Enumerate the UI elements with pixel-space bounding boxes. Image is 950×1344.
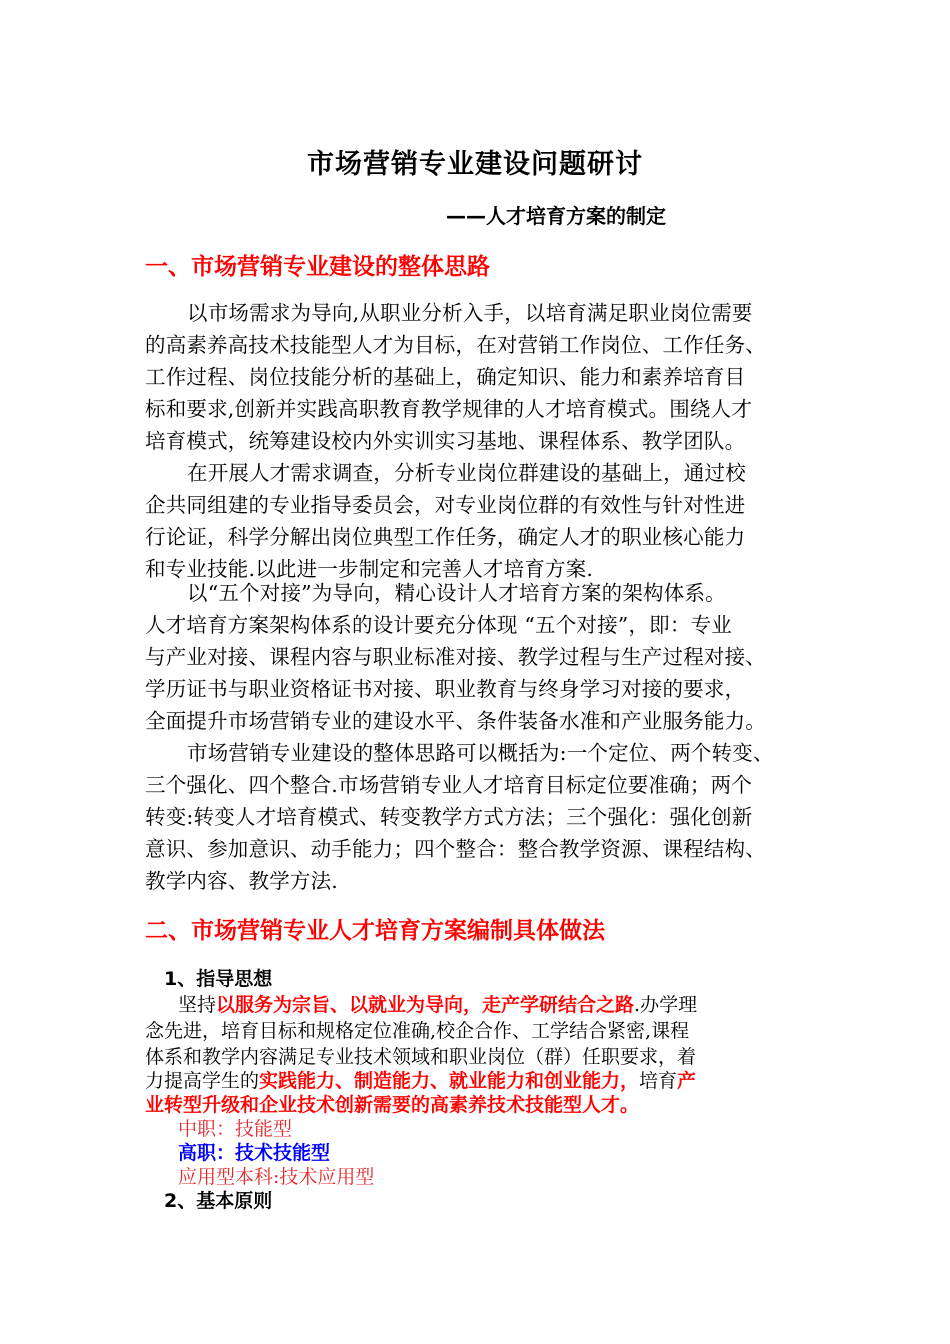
level-vocational: 中职：技能型 [178,1118,293,1140]
paragraph-line: 转变:转变人才培育模式、转变教学方式方法；三个强化：强化创新 [145,805,753,829]
paragraph-line: 学历证书与职业资格证书对接、职业教育与终身学习对接的要求， [145,677,746,701]
text-run: 力提高学生的 [145,1070,260,1092]
paragraph-line: 念先进，培育目标和规格定位准确,校企合作、工学结合紧密,课程 [145,1020,690,1042]
paragraph-line: 体系和教学内容满足专业技术领域和职业岗位（群）任职要求，着 [145,1046,697,1068]
paragraph-line: 标和要求,创新并实践高职教育教学规律的人才培育模式。围绕人才 [145,397,753,421]
level-applied-undergraduate: 应用型本科:技术应用型 [178,1166,375,1188]
paragraph-line: 以“五个对接”为导向，精心设计人才培育方案的架构体系。 [187,581,726,605]
emphasis-text: 实践能力、制造能力、就业能力和创业能力， [259,1070,640,1092]
text-run: 坚持 [178,994,217,1016]
subsection-heading: 2、基本原则 [164,1190,273,1212]
section-2-heading: 二、市场营销专业人才培育方案编制具体做法 [145,918,605,944]
level-higher-vocational: 高职：技术技能型 [178,1142,331,1164]
paragraph-line: 企共同组建的专业指导委员会，对专业岗位群的有效性与针对性进 [145,493,746,517]
paragraph-line [145,1066,696,1093]
paragraph-line: 行论证，科学分解出岗位典型工作任务，确定人才的职业核心能力 [145,525,746,549]
emphasis-line: 业转型升级和企业技术创新需要的高素养技术技能型人才。 [145,1094,640,1116]
paragraph-line: 的高素养高技术技能型人才为目标，在对营销工作岗位、工作任务、 [145,333,766,357]
paragraph-line: 在开展人才需求调查，分析专业岗位群建设的基础上，通过校 [187,461,746,485]
paragraph-line: 人才培育方案架构体系的设计要充分体现 “五个对接”，即：专业 [145,613,732,637]
paragraph-line: 三个强化、四个整合.市场营销专业人才培育目标定位要准确；两个 [145,773,753,797]
text-run: .办学理 [634,994,698,1016]
paragraph-line: 和专业技能.以此进一步制定和完善人才培育方案. [145,557,594,581]
section-1-heading: 一、市场营销专业建设的整体思路 [145,254,490,280]
subsection-heading: 1、指导思想 [164,968,273,990]
document-subtitle: ——人才培育方案的制定 [446,204,666,228]
paragraph-line [178,990,697,1017]
paragraph-line: 全面提升市场营销专业的建设水平、条件装备水准和产业服务能力。 [145,709,766,733]
paragraph-line: 意识、参加意识、动手能力；四个整合：整合教学资源、课程结构、 [145,837,766,861]
text-run: 培育 [639,1070,678,1092]
paragraph-line: 教学内容、教学方法. [145,869,339,893]
emphasis-text: 产 [677,1070,697,1092]
paragraph-line: 工作过程、岗位技能分析的基础上，确定知识、能力和素养培育目 [145,365,746,389]
document-title: 市场营销专业建设问题研讨 [307,149,643,180]
paragraph-line: 市场营销专业建设的整体思路可以概括为:一个定位、两个转变、 [187,741,774,765]
emphasis-text: 以服务为宗旨、以就业为导向，走产学研结合之路 [216,994,635,1016]
paragraph-line: 培育模式，统筹建设校内外实训实习基地、课程体系、教学团队。 [145,429,746,453]
paragraph-line: 以市场需求为导向,从职业分析入手，以培育满足职业岗位需要 [187,301,753,325]
paragraph-line: 与产业对接、课程内容与职业标准对接、教学过程与生产过程对接、 [145,645,766,669]
